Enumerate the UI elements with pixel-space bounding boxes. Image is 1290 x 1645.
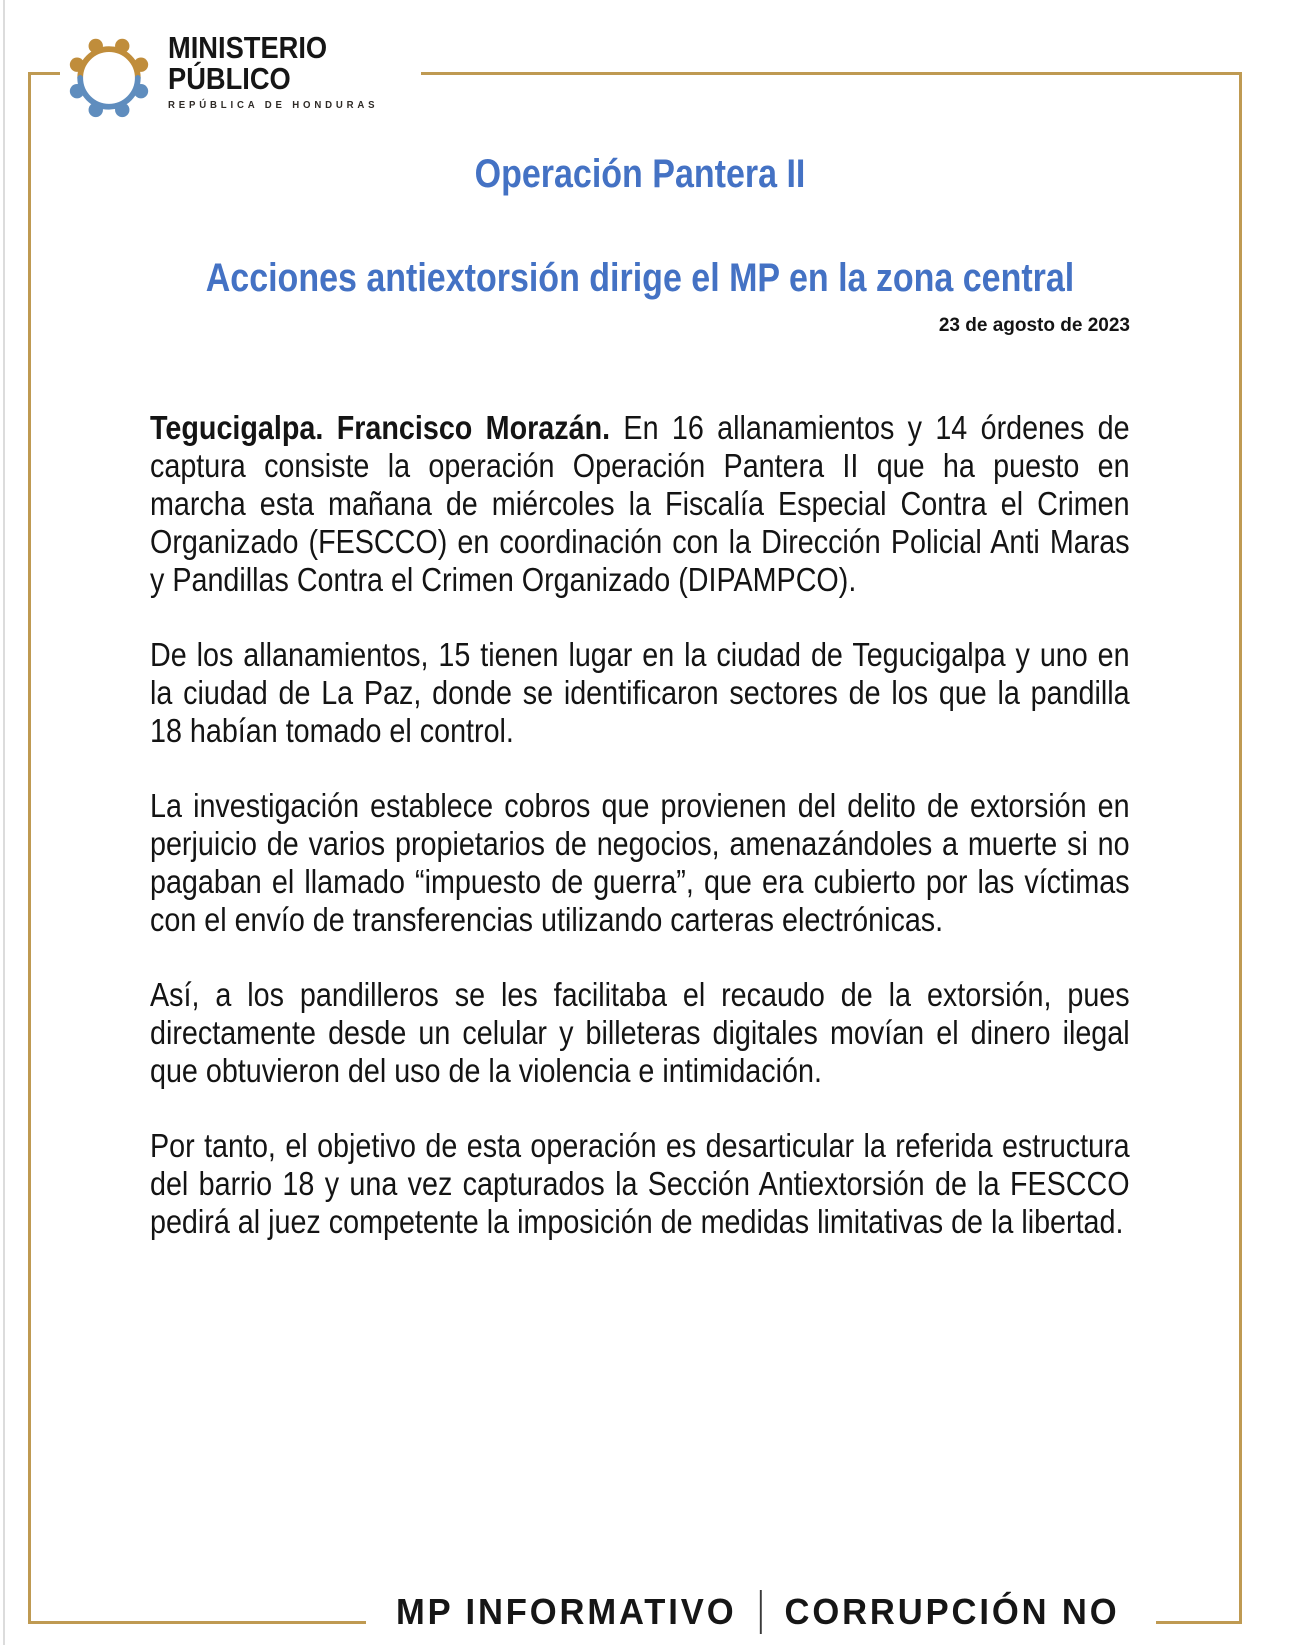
- page-subtitle: Acciones antiextorsión dirige el MP en la zona central: [205, 256, 1075, 300]
- page-edge-line: [3, 0, 5, 1645]
- footer-right-label: CORRUPCIÓN NO: [784, 1591, 1120, 1632]
- article-paragraphs: [150, 409, 1130, 1241]
- paragraph-5: [150, 1127, 1130, 1241]
- paragraph-3: [150, 787, 1130, 939]
- paragraph-1-lead: Tegucigalpa. Francisco Morazán.: [150, 409, 611, 446]
- footer-left-label: MP INFORMATIVO: [396, 1591, 737, 1632]
- footer-separator: [760, 1590, 762, 1634]
- date-line: 23 de agosto de 2023: [938, 315, 1130, 336]
- paragraph-4-text: Así, a los pandilleros se les facilitaba el recaudo de la extorsión, pues directamente desde un celular y billeteras digitales movían el dinero ilegal que obtuvieron del uso de la violencia e intimidación.: [150, 976, 1130, 1089]
- footer-strip: [366, 1584, 1156, 1640]
- paragraph-2-text: De los allanamientos, 15 tienen lugar en la ciudad de Tegucigalpa y uno en la ciudad de La Paz, donde se identificaron sectores de los que la pandilla 18 habían tomado el control.: [150, 636, 1130, 749]
- paragraph-1: [150, 409, 1130, 599]
- logo-line-ministerio: MINISTERIO: [168, 30, 328, 65]
- paragraph-1-text: En 16 allanamientos y 14 órdenes de captura consiste la operación Operación Pantera II que ha puesto en marcha esta mañana de miércoles la Fiscalía Especial Contra el Crimen Organizado (FESCCO) en coordinación con la Dirección Policial Anti Maras y Pandillas Contra el Crimen Organizado (DIPAMPCO).: [150, 409, 1130, 598]
- logo-line-publico: PÚBLICO: [168, 61, 291, 96]
- paragraph-5-text: Por tanto, el objetivo de esta operación es desarticular la referida estructura del barrio 18 y una vez capturados la Sección Antiextorsión de la FESCCO pedirá al juez competente la imposición de medidas limitativas de la libertad.: [150, 1127, 1130, 1240]
- logo-subline-republica: REPÚBLICA DE HONDURAS: [168, 100, 379, 111]
- paragraph-3-text: La investigación establece cobros que provienen del delito de extorsión en perjuicio de varios propietarios de negocios, amenazándoles a muerte si no pagaban el llamado “impuesto de guerra”, que era cubierto por las víctimas con el envío de transferencias utilizando carteras electrónicas.: [150, 787, 1130, 938]
- people-circle-logo-icon: [60, 28, 158, 124]
- document-body: [150, 0, 1130, 1278]
- paragraph-4: [150, 976, 1130, 1090]
- paragraph-2: [150, 636, 1130, 750]
- page-title: Operación Pantera II: [474, 152, 806, 196]
- footer-text: [396, 1590, 1120, 1634]
